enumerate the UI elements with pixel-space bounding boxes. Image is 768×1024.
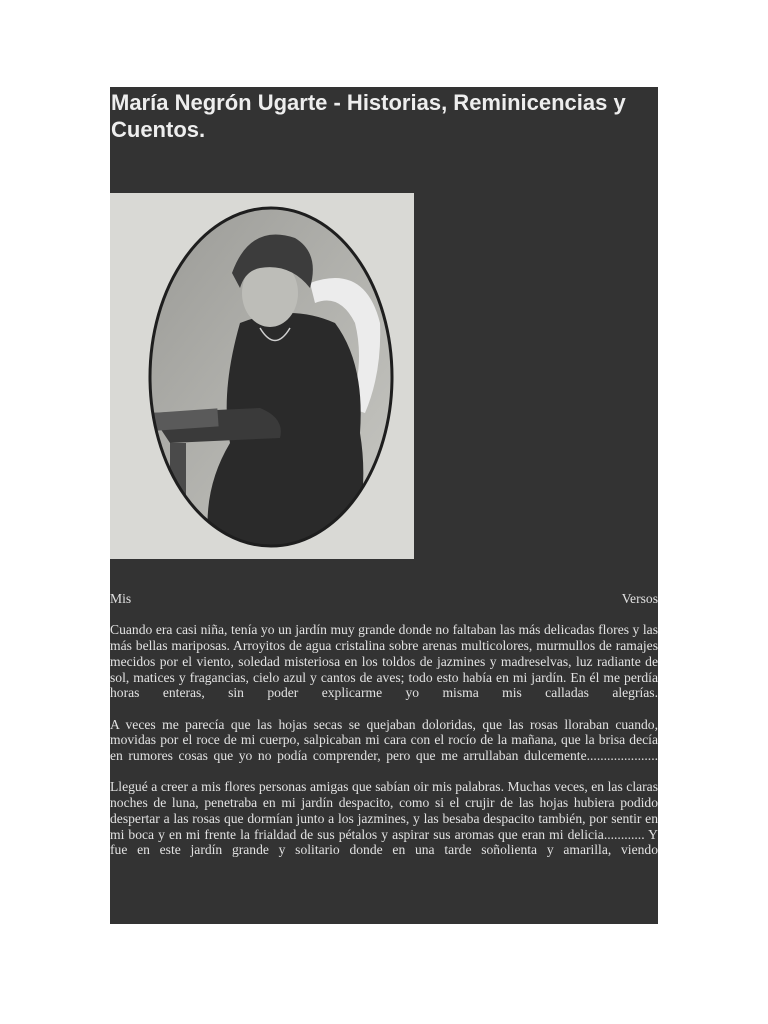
subtitle-right: Versos — [621, 591, 658, 606]
document-title: María Negrón Ugarte - Historias, Reminicencias y Cuentos. — [111, 90, 626, 142]
portrait-photo — [110, 193, 414, 559]
document-body — [110, 591, 658, 874]
portrait-photo-icon — [110, 193, 414, 559]
document-page — [110, 87, 658, 924]
paragraph-2: A veces me parecía que las hojas secas se quejaban doloridas, que las rosas lloraban cuando, movidas por el roce de mi cuerpo, salpicaban mi cara con el rocío de la mañana, que la brisa decía en rumores cosas que yo no podía comprender, pero que me arrullaban dulcemente..................... — [110, 716, 658, 763]
poem-subtitle — [110, 591, 658, 607]
subtitle-left: Mis — [110, 591, 132, 606]
paragraph-3: Llegué a creer a mis flores personas amigas que sabían oir mis palabras. Muchas veces, en las claras noches de luna, penetraba en mi jardín despacito, como si el crujir de las hojas hubiera podido despertar a las rosas que dormían junto a los jazmines, y las besaba despacito también, por sentir en mi boca y en mi frente la frialdad de sus pétalos y aspirar sus aromas que eran mi delicia............ Y fue en este jardín grande y solitario donde en una tarde soñolienta y amarilla, viendo — [110, 779, 658, 858]
paragraph-1: Cuando era casi niña, tenía yo un jardín muy grande donde no faltaban las más delicadas flores y las más bellas mariposas. Arroyitos de agua cristalina sobre arenas multicolores, murmullos de ramajes mecidos por el viento, soledad misteriosa en los toldos de jazmines y madreselvas, luz radiante de sol, matices y fragancias, cielo azul y cantos de aves; todo esto había en mi jardín. En él me perdía horas enteras, sin poder explicarme yo misma mis calladas alegrías. — [110, 622, 658, 701]
